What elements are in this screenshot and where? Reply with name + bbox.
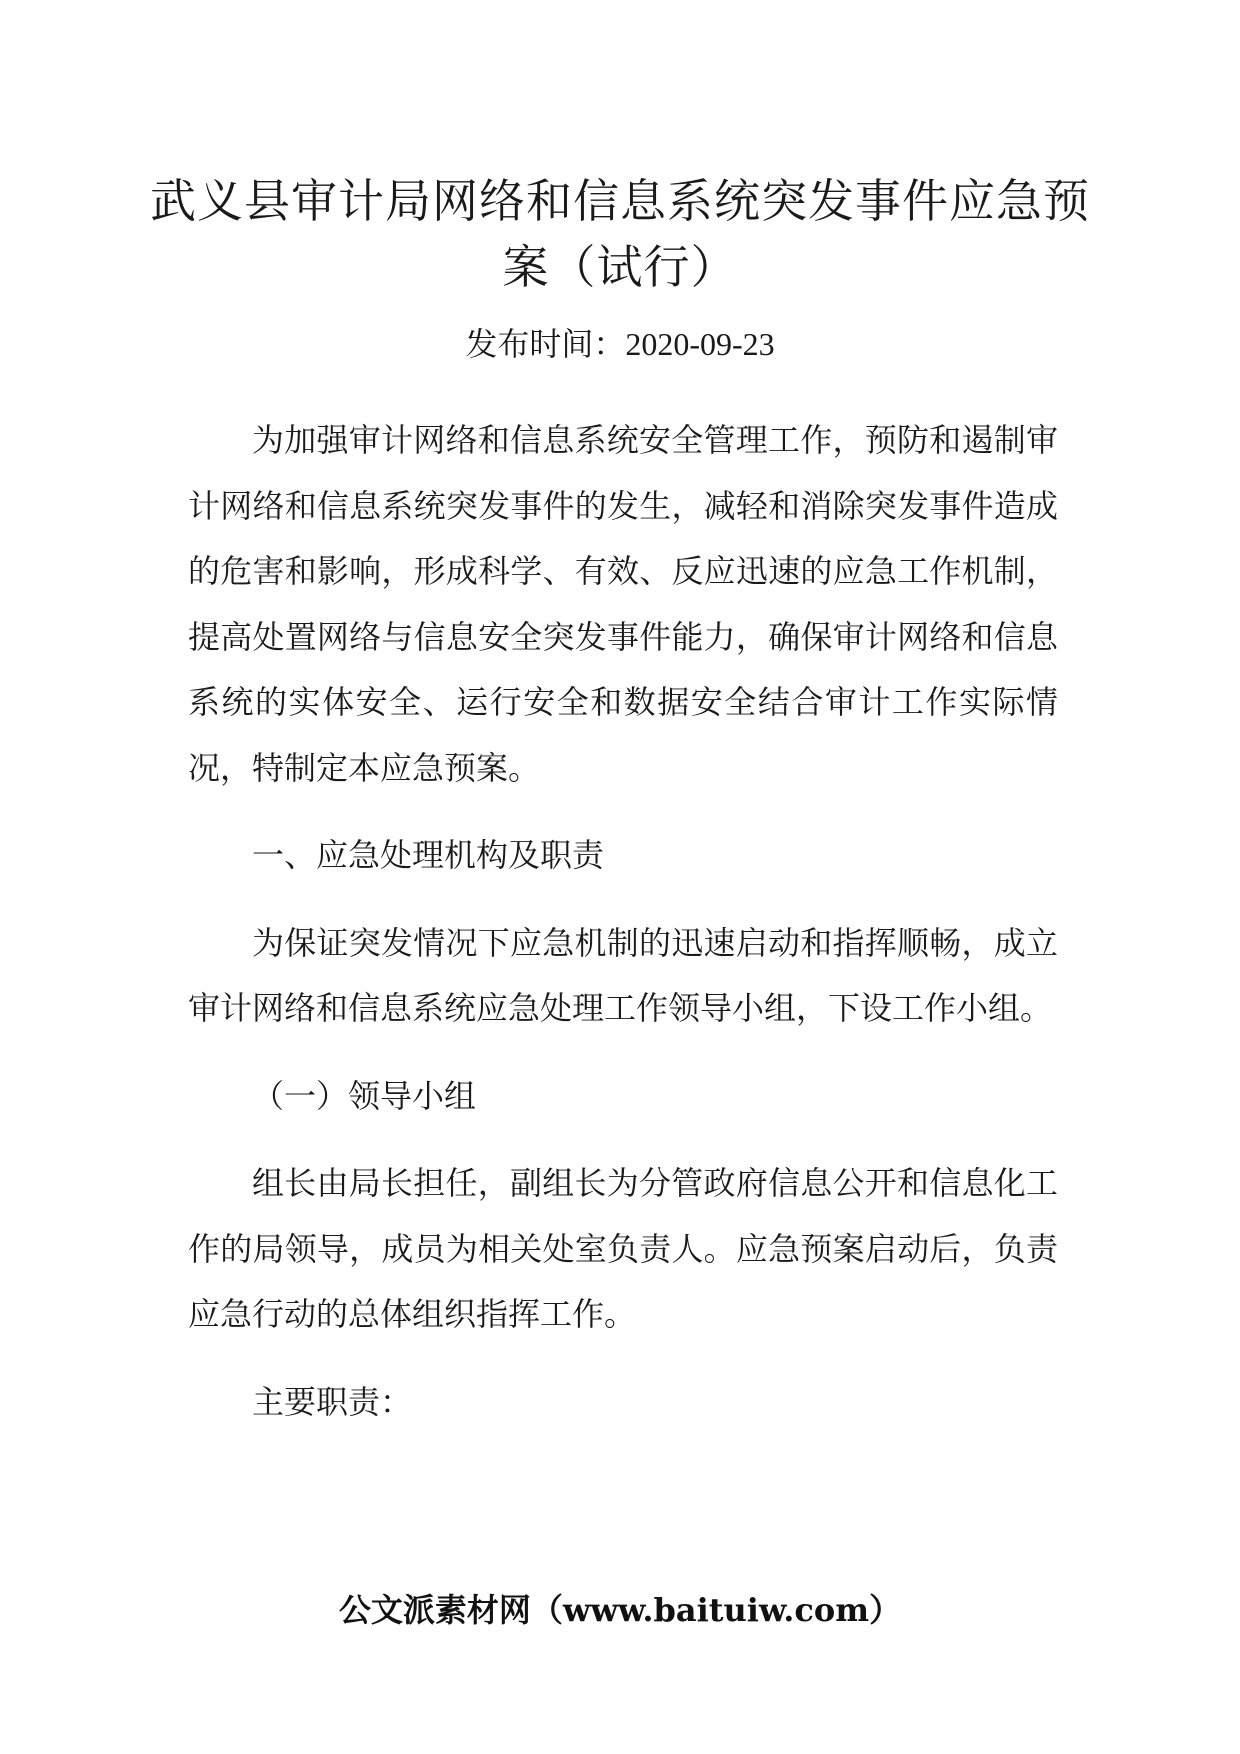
paragraph-organization: 为保证突发情况下应急机制的迅速启动和指挥顺畅，成立审计网络和信息系统应急处理工作领导小组，下设工作小组。 [188, 923, 1058, 1027]
publish-date-value: 2020-09-23 [625, 326, 775, 362]
document-body [188, 408, 1058, 1457]
publish-date-line [150, 322, 1090, 366]
paragraph-intro: 为加强审计网络和信息系统安全管理工作，预防和遏制审计网络和信息系统突发事件的发生，减轻和消除突发事件造成的危害和影响，形成科学、有效、反应迅速的应急工作机制，提高处置网络与信息安全突发事件能力，确保审计网络和信息系统的实体安全、运行安全和数据安全结合审计工作实际情况，特制定本应急预案。 [188, 421, 1058, 787]
section-heading-1: 一、应急处理机构及职责 [252, 836, 605, 874]
publish-date-label: 发布时间： [465, 325, 626, 363]
footer-watermark: 公文派素材网（www.baituiw.com） [338, 1591, 902, 1629]
subsection-heading-leadership: （一）领导小组 [252, 1076, 477, 1115]
paragraph-leadership: 组长由局长担任，副组长为分管政府信息公开和信息化工作的局领导，成员为相关处室负责人。应急预案启动后，负责应急行动的总体组织指挥工作。 [188, 1164, 1058, 1333]
main-duties-heading: 主要职责： [252, 1382, 413, 1421]
document-title: 武义县审计局网络和信息系统突发事件应急预案（试行） [150, 174, 1090, 294]
